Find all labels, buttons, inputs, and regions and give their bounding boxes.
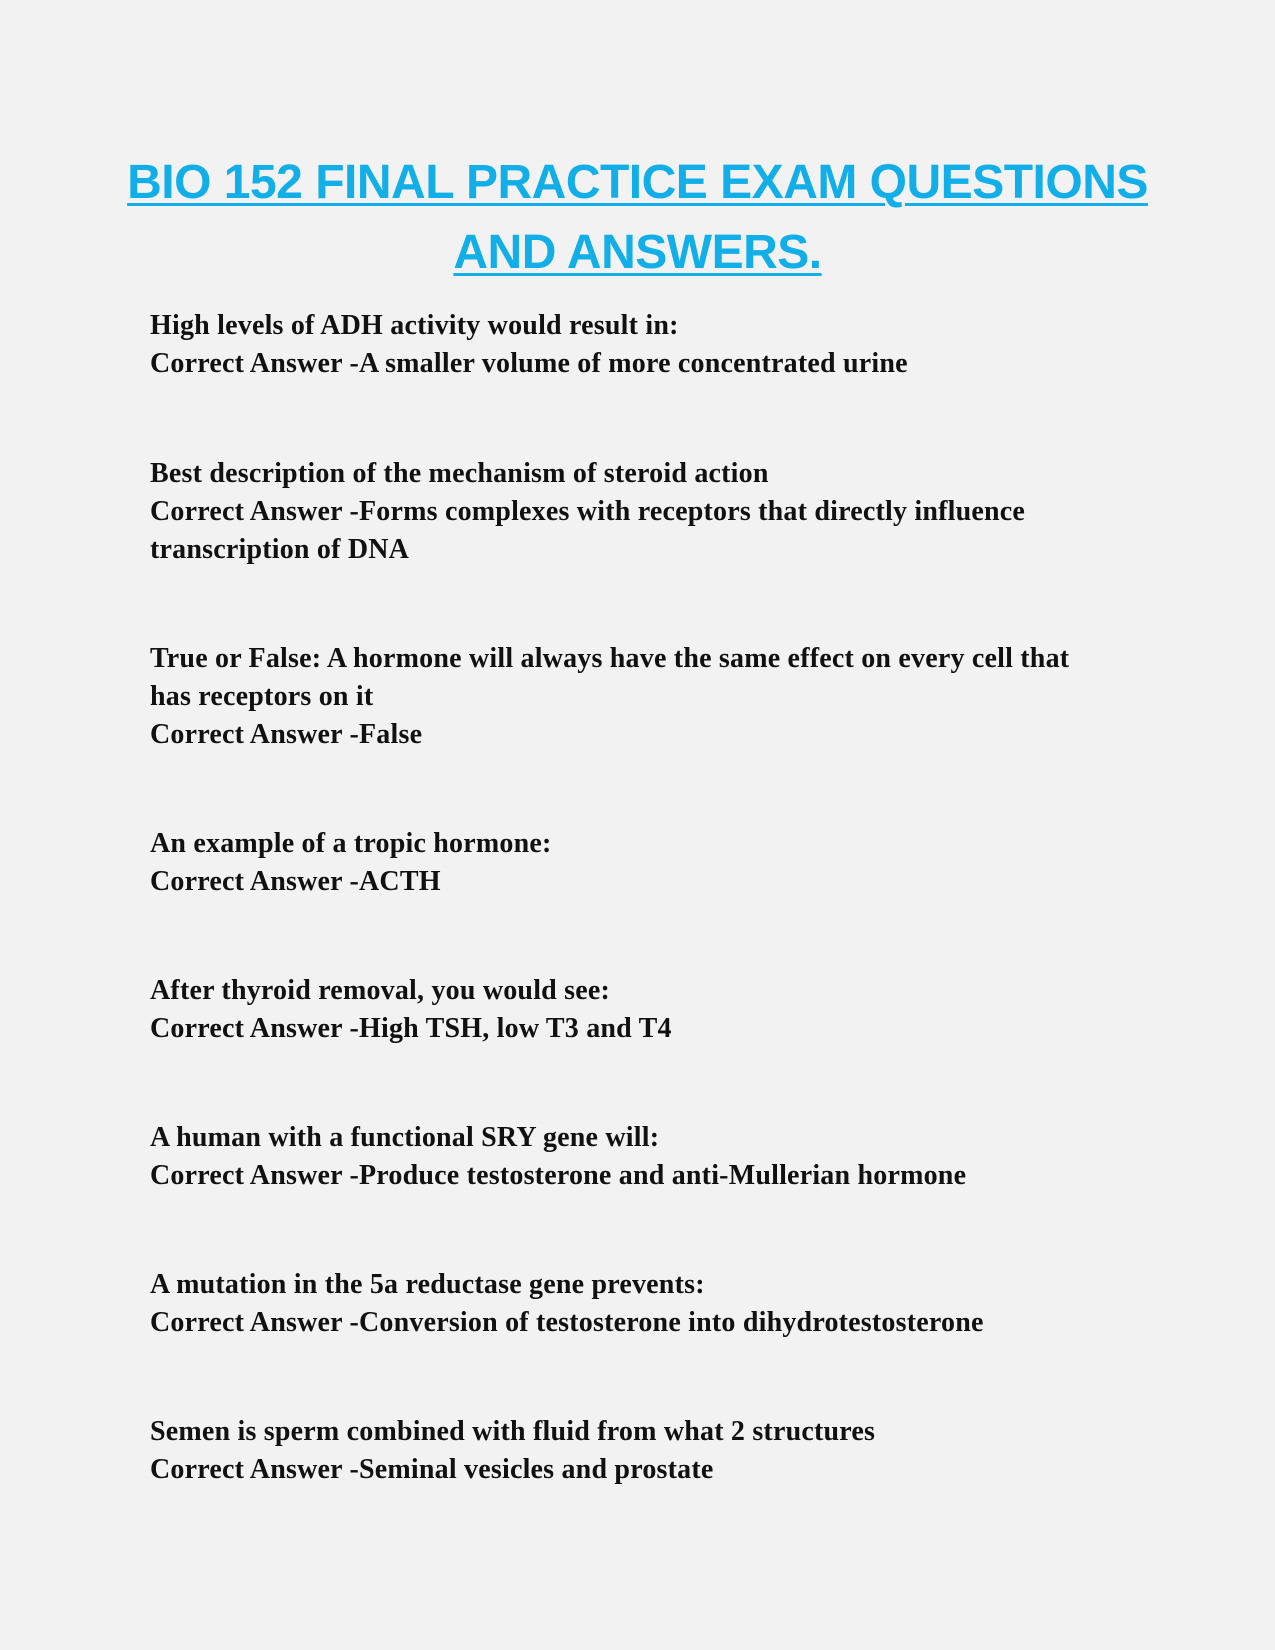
question-text: Semen is sperm combined with fluid from what 2 structures xyxy=(150,1416,876,1447)
qa-item-5 xyxy=(150,972,1110,1048)
qa-item-3 xyxy=(150,640,1110,754)
document-title xyxy=(100,148,1175,288)
qa-item-6 xyxy=(150,1119,1110,1195)
title-line-1: BIO 152 FINAL PRACTICE EXAM QUESTIONS xyxy=(127,156,1148,209)
answer-text: Correct Answer -ACTH xyxy=(150,866,441,897)
answer-text: Correct Answer -A smaller volume of more concentrated urine xyxy=(150,348,908,379)
question-text: An example of a tropic hormone: xyxy=(150,828,552,859)
qa-item-1 xyxy=(150,307,1110,383)
answer-text: Correct Answer -High TSH, low T3 and T4 xyxy=(150,1013,672,1044)
question-text: Best description of the mechanism of steroid action xyxy=(150,458,769,489)
answer-text: Correct Answer -Seminal vesicles and prostate xyxy=(150,1454,714,1485)
question-text: True or False: A hormone will always have the same effect on every cell that has receptors on it xyxy=(150,643,1070,712)
answer-text: Correct Answer -Conversion of testosterone into dihydrotestosterone xyxy=(150,1307,984,1338)
question-text: A mutation in the 5a reductase gene prevents: xyxy=(150,1269,705,1300)
answer-text: Correct Answer -Produce testosterone and anti-Mullerian hormone xyxy=(150,1160,967,1191)
answer-text: Correct Answer -Forms complexes with receptors that directly influence transcription of DNA xyxy=(150,496,1026,565)
question-text: A human with a functional SRY gene will: xyxy=(150,1122,660,1153)
qa-item-2 xyxy=(150,455,1110,569)
title-line-2: AND ANSWERS. xyxy=(453,226,822,279)
answer-text: Correct Answer -False xyxy=(150,719,423,750)
qa-item-4 xyxy=(150,825,1110,901)
qa-item-7 xyxy=(150,1266,1110,1342)
qa-item-8 xyxy=(150,1413,1110,1489)
question-text: After thyroid removal, you would see: xyxy=(150,975,611,1006)
question-text: High levels of ADH activity would result in: xyxy=(150,310,679,341)
